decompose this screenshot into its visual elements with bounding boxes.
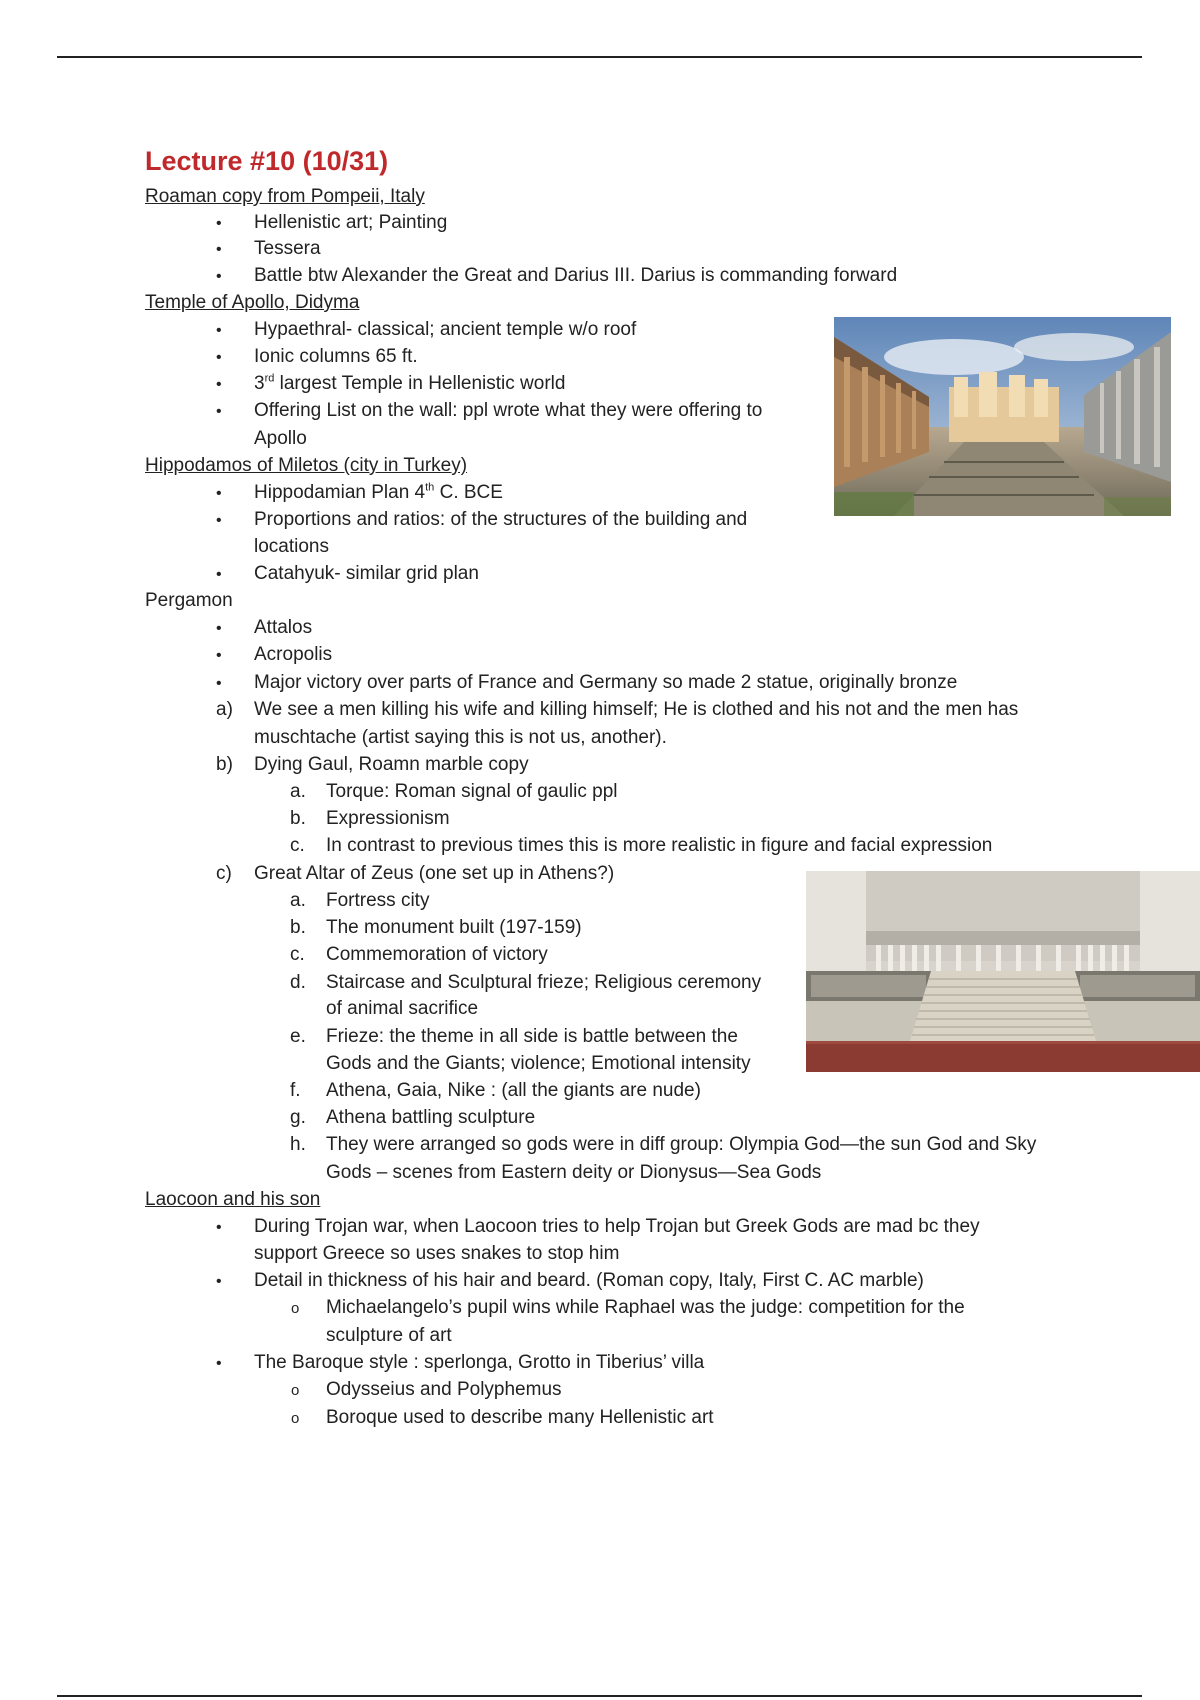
- sub-list-item: Frieze: the theme in all side is battle between the: [326, 1026, 738, 1047]
- sub-list-item: Fortress city: [326, 890, 430, 911]
- sub-list-item: Expressionism: [326, 808, 450, 829]
- circle-bullet-icon: o: [291, 1382, 300, 1399]
- section-heading-hippodamos: Hippodamos of Miletos (city in Turkey): [145, 455, 468, 476]
- sub-list-label: c.: [290, 835, 305, 856]
- sub-list-item: In contrast to previous times this is more realistic in figure and facial expression: [326, 835, 993, 856]
- list-item: Acropolis: [254, 644, 333, 665]
- list-item: Hippodamian Plan 4th C. BCE: [254, 481, 503, 503]
- list-item: Major victory over parts of France and Germany so made 2 statue, originally bronze: [254, 672, 958, 693]
- section-heading-pergamon: Pergamon: [145, 590, 233, 611]
- sub-list-item: Athena battling sculpture: [326, 1107, 536, 1128]
- list-item: Hypaethral- classical; ancient temple w/o roof: [254, 319, 637, 340]
- sub-list-item: Staircase and Sculptural frieze; Religious ceremony: [326, 972, 762, 993]
- sub-list-label: e.: [290, 1026, 306, 1047]
- list-item: Battle btw Alexander the Great and Darius III. Darius is commanding forward: [254, 265, 898, 286]
- sub-list-label: b.: [290, 917, 306, 938]
- list-item-continuation: Apollo: [254, 428, 307, 449]
- list-item-continuation: locations: [254, 536, 329, 557]
- list-item: Offering List on the wall: ppl wrote what they were offering to: [254, 400, 763, 421]
- sub-list-item-continuation: Gods – scenes from Eastern deity or Dionysus—Sea Gods: [326, 1162, 822, 1183]
- list-item: The Baroque style : sperlonga, Grotto in Tiberius’ villa: [254, 1352, 705, 1373]
- sub-list-label: h.: [290, 1134, 306, 1155]
- sub-list-item: Torque: Roman signal of gaulic ppl: [326, 781, 618, 802]
- list-item: Proportions and ratios: of the structures of the building and: [254, 509, 748, 530]
- sub-list-item-continuation: Gods and the Giants; violence; Emotional intensity: [326, 1053, 751, 1074]
- sub-list-label: f.: [290, 1080, 301, 1101]
- bullet-icon: •: [216, 268, 222, 285]
- list-item: During Trojan war, when Laocoon tries to help Trojan but Greek Gods are mad bc they: [254, 1216, 980, 1237]
- bullet-icon: •: [216, 1273, 222, 1290]
- great-altar-of-zeus-photo: [806, 871, 1200, 1072]
- sub-list-item: They were arranged so gods were in diff group: Olympia God—the sun God and Sky: [326, 1134, 1037, 1155]
- bullet-icon: •: [216, 512, 222, 529]
- sub-list-label: a.: [290, 781, 306, 802]
- sub-list-item-continuation: of animal sacrifice: [326, 998, 479, 1019]
- temple-of-apollo-photo: [834, 317, 1171, 516]
- sub-list-label: d.: [290, 972, 306, 993]
- list-item-continuation: muschtache (artist saying this is not us, another).: [254, 727, 667, 748]
- bullet-icon: •: [216, 322, 222, 339]
- list-label: b): [216, 754, 233, 775]
- list-item: Attalos: [254, 617, 313, 638]
- bullet-icon: •: [216, 566, 222, 583]
- bullet-icon: •: [216, 376, 222, 393]
- list-item: Dying Gaul, Roamn marble copy: [254, 754, 529, 775]
- list-item: Ionic columns 65 ft.: [254, 346, 418, 367]
- header-rule: [57, 56, 1142, 58]
- footer-rule: [57, 1695, 1142, 1697]
- page-title: Lecture #10 (10/31): [145, 146, 389, 176]
- list-item: Hellenistic art; Painting: [254, 212, 448, 233]
- bullet-icon: •: [216, 241, 222, 258]
- section-heading-laocoon: Laocoon and his son: [145, 1189, 321, 1210]
- sub-list-item: Michaelangelo’s pupil wins while Raphael was the judge: competition for the: [326, 1297, 965, 1318]
- circle-bullet-icon: o: [291, 1410, 300, 1427]
- sub-list-item: Commemoration of victory: [326, 944, 548, 965]
- list-item: We see a men killing his wife and killing himself; He is clothed and his not and the men has: [254, 699, 1019, 720]
- sub-list-label: g.: [290, 1107, 306, 1128]
- sub-list-item: Boroque used to describe many Hellenistic art: [326, 1407, 714, 1428]
- circle-bullet-icon: o: [291, 1300, 300, 1317]
- list-label: a): [216, 699, 233, 720]
- bullet-icon: •: [216, 1219, 222, 1236]
- list-item: Detail in thickness of his hair and beard. (Roman copy, Italy, First C. AC marble): [254, 1270, 924, 1291]
- bullet-icon: •: [216, 485, 222, 502]
- bullet-icon: •: [216, 1355, 222, 1372]
- list-item: Great Altar of Zeus (one set up in Athens?): [254, 863, 615, 884]
- section-heading-apollo: Temple of Apollo, Didyma: [145, 292, 360, 313]
- bullet-icon: •: [216, 647, 222, 664]
- bullet-icon: •: [216, 403, 222, 420]
- bullet-icon: •: [216, 675, 222, 692]
- list-item: Tessera: [254, 238, 321, 259]
- bullet-icon: •: [216, 349, 222, 366]
- sub-list-item: Athena, Gaia, Nike : (all the giants are nude): [326, 1080, 701, 1101]
- bullet-icon: •: [216, 620, 222, 637]
- list-item: 3rd largest Temple in Hellenistic world: [254, 372, 566, 394]
- bullet-icon: •: [216, 215, 222, 232]
- sub-list-label: b.: [290, 808, 306, 829]
- list-label: c): [216, 863, 232, 884]
- sub-list-label: c.: [290, 944, 305, 965]
- list-item: Catahyuk- similar grid plan: [254, 563, 479, 584]
- list-item-continuation: support Greece so uses snakes to stop him: [254, 1243, 620, 1264]
- section-heading-pompeii: Roaman copy from Pompeii, Italy: [145, 186, 425, 207]
- sub-list-label: a.: [290, 890, 306, 911]
- sub-list-item-continuation: sculpture of art: [326, 1325, 452, 1346]
- sub-list-item: The monument built (197-159): [326, 917, 582, 938]
- sub-list-item: Odysseius and Polyphemus: [326, 1379, 562, 1400]
